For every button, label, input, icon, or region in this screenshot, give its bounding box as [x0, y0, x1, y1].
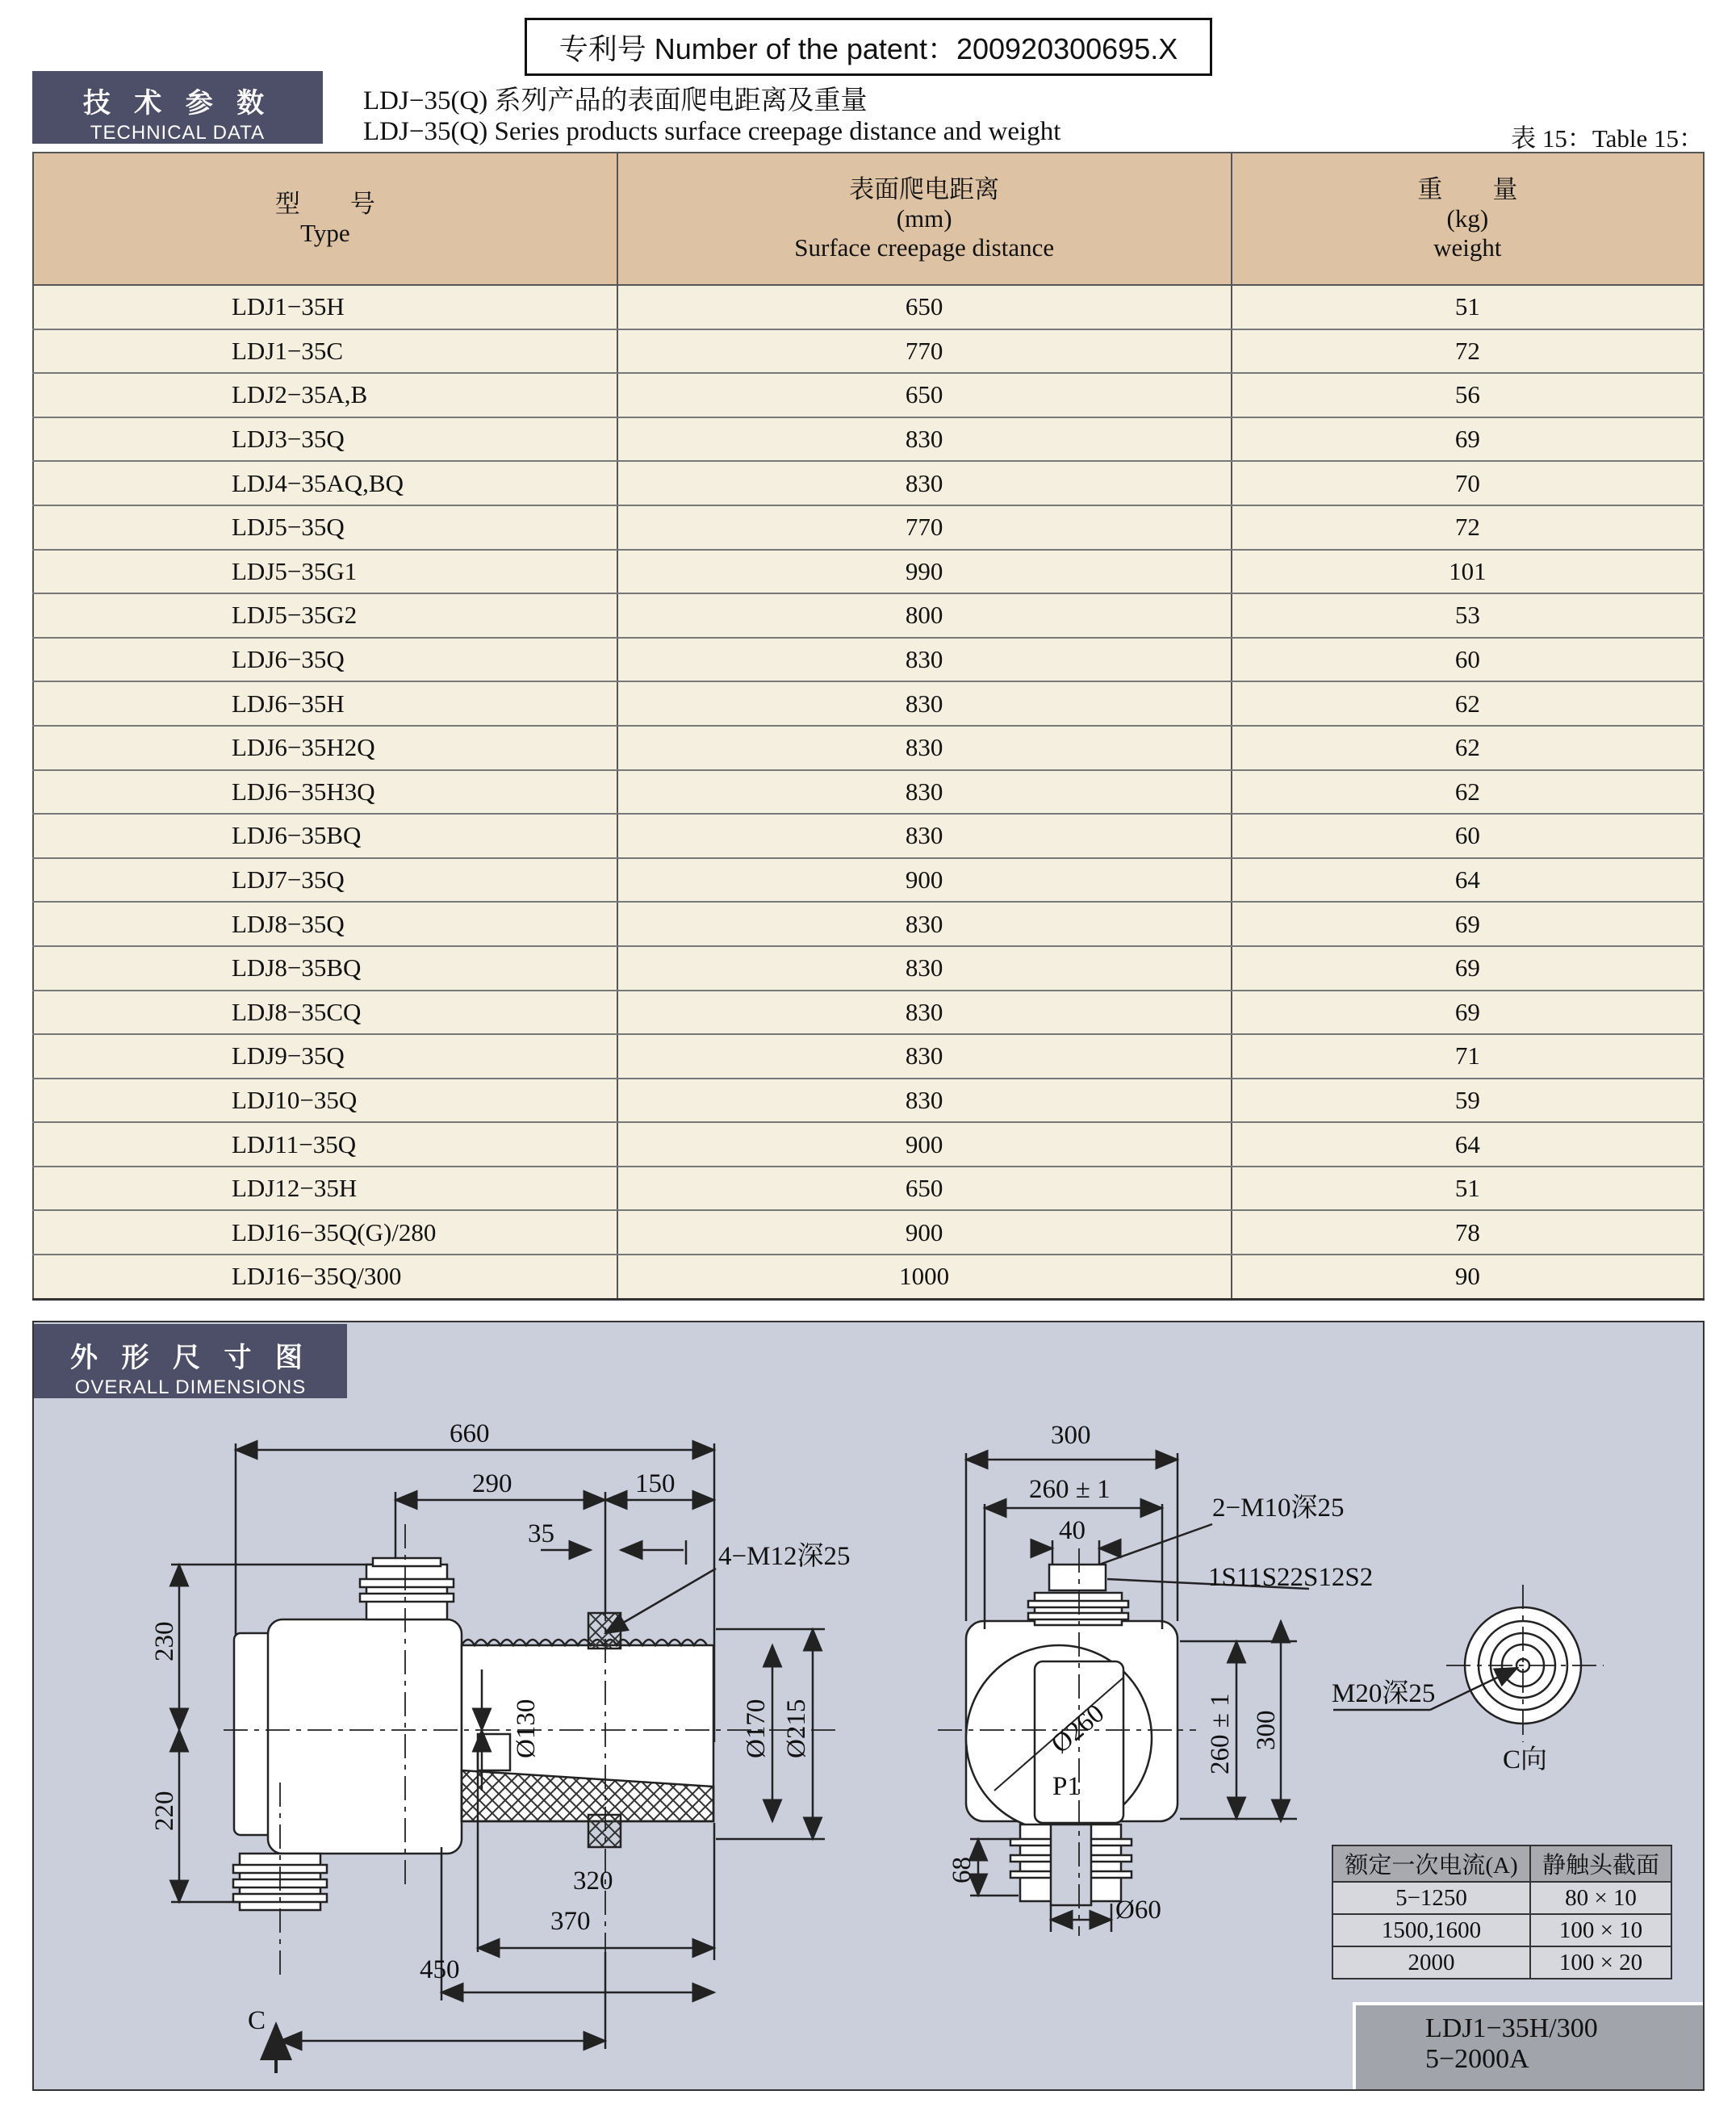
table-row — [33, 946, 1704, 991]
spec-current: 5−1250 — [1332, 1882, 1530, 1914]
cell-weight: 69 — [1232, 991, 1704, 1035]
spec-section: 100 × 10 — [1530, 1914, 1671, 1946]
overall-dimensions-label — [34, 1324, 347, 1398]
header-weight-cn: 重 量 — [1417, 175, 1518, 203]
cell-creepage: 770 — [617, 505, 1232, 550]
cell-type: LDJ1−35H — [33, 285, 617, 329]
header-creepage — [617, 153, 1232, 285]
side-view — [171, 1443, 841, 2073]
cell-type: LDJ6−35H — [33, 681, 617, 726]
table-row — [33, 550, 1704, 594]
dim-68: 68 — [947, 1857, 977, 1883]
spec-header-current: 额定一次电流(A) — [1332, 1845, 1530, 1882]
table-row — [33, 858, 1704, 903]
table-row — [33, 329, 1704, 374]
table-row — [33, 638, 1704, 682]
dim-dia215: Ø215 — [782, 1699, 811, 1758]
note-2-m10: 2−M10深25 — [1212, 1494, 1345, 1523]
note-terminals: 1S11S22S12S2 — [1208, 1563, 1374, 1592]
header-creepage-en: Surface creepage distance — [794, 233, 1055, 262]
cell-creepage: 900 — [617, 1122, 1232, 1167]
cell-type: LDJ1−35C — [33, 329, 617, 374]
table-row — [33, 726, 1704, 770]
cell-weight: 62 — [1232, 726, 1704, 770]
cell-weight: 69 — [1232, 417, 1704, 462]
cell-type: LDJ11−35Q — [33, 1122, 617, 1167]
dim-260-width: 260 ± 1 — [1029, 1475, 1111, 1504]
header-type-en: Type — [300, 219, 350, 247]
technical-data-label-en: TECHNICAL DATA — [90, 122, 266, 144]
spec-section: 80 × 10 — [1530, 1882, 1671, 1914]
dim-150: 150 — [635, 1469, 676, 1498]
cell-type: LDJ16−35Q/300 — [33, 1255, 617, 1299]
cell-weight: 78 — [1232, 1210, 1704, 1255]
table-subtitle-en: LDJ−35(Q) Series products surface creepage distance and weight — [363, 117, 1061, 146]
cell-weight: 71 — [1232, 1034, 1704, 1079]
rated-current-table — [1332, 1845, 1672, 1979]
cell-creepage: 830 — [617, 417, 1232, 462]
cell-weight: 59 — [1232, 1079, 1704, 1123]
table-reference: 表 15：Table 15： — [1511, 124, 1704, 153]
cell-creepage: 990 — [617, 550, 1232, 594]
header-type-cn: 型 号 — [274, 190, 375, 218]
cell-type: LDJ9−35Q — [33, 1034, 617, 1079]
dim-dia170: Ø170 — [742, 1699, 771, 1758]
dim-320: 320 — [573, 1866, 613, 1896]
table-row — [33, 1034, 1704, 1079]
cell-creepage: 770 — [617, 329, 1232, 374]
cell-type: LDJ5−35G2 — [33, 593, 617, 638]
dim-660: 660 — [450, 1419, 490, 1448]
dim-260-height: 260 ± 1 — [1206, 1693, 1235, 1774]
cell-type: LDJ7−35Q — [33, 858, 617, 903]
cell-creepage: 830 — [617, 991, 1232, 1035]
table-subtitle-cn: LDJ−35(Q) 系列产品的表面爬电距离及重量 — [363, 86, 868, 115]
patent-number: 专利号 Number of the patent：200920300695.X — [525, 18, 1212, 76]
cell-type: LDJ2−35A,B — [33, 373, 617, 417]
spec-header-section: 静触头截面 — [1530, 1845, 1671, 1882]
cell-weight: 51 — [1232, 285, 1704, 329]
cell-weight: 90 — [1232, 1255, 1704, 1299]
cell-weight: 64 — [1232, 858, 1704, 903]
table-row — [33, 1255, 1704, 1299]
cell-type: LDJ6−35H3Q — [33, 770, 617, 815]
table-row — [33, 681, 1704, 726]
cell-weight: 72 — [1232, 329, 1704, 374]
cell-weight: 62 — [1232, 770, 1704, 815]
cell-creepage: 800 — [617, 593, 1232, 638]
cell-weight: 70 — [1232, 461, 1704, 505]
dim-dia60: Ø60 — [1115, 1896, 1161, 1925]
dim-230: 230 — [150, 1621, 179, 1661]
header-type — [33, 153, 617, 285]
cell-weight: 62 — [1232, 681, 1704, 726]
header-weight — [1232, 153, 1704, 285]
cell-weight: 72 — [1232, 505, 1704, 550]
table-row — [33, 461, 1704, 505]
cell-creepage: 830 — [617, 814, 1232, 858]
cell-type: LDJ8−35CQ — [33, 991, 617, 1035]
spec-row — [1332, 1946, 1671, 1979]
dim-450: 450 — [420, 1955, 460, 1984]
cell-weight: 60 — [1232, 638, 1704, 682]
cell-type: LDJ5−35Q — [33, 505, 617, 550]
dim-40: 40 — [1059, 1516, 1086, 1545]
table-row — [33, 1210, 1704, 1255]
cell-creepage: 830 — [617, 681, 1232, 726]
cell-weight: 69 — [1232, 902, 1704, 946]
technical-data-label — [32, 71, 323, 144]
cell-creepage: 830 — [617, 726, 1232, 770]
cell-weight: 53 — [1232, 593, 1704, 638]
table-header-row — [33, 153, 1704, 285]
cell-type: LDJ6−35H2Q — [33, 726, 617, 770]
cell-creepage: 830 — [617, 1034, 1232, 1079]
model-label — [1353, 2002, 1703, 2089]
table-row — [33, 902, 1704, 946]
cell-weight: 60 — [1232, 814, 1704, 858]
cell-weight: 69 — [1232, 946, 1704, 991]
table-row — [33, 1122, 1704, 1167]
table-row — [33, 991, 1704, 1035]
creepage-weight-table — [32, 152, 1705, 1301]
cell-creepage: 900 — [617, 1210, 1232, 1255]
cell-creepage: 650 — [617, 373, 1232, 417]
cell-type: LDJ12−35H — [33, 1167, 617, 1211]
cell-type: LDJ10−35Q — [33, 1079, 617, 1123]
table-row — [33, 814, 1704, 858]
table-row — [33, 1167, 1704, 1211]
dim-300-height: 300 — [1252, 1710, 1281, 1750]
cell-type: LDJ4−35AQ,BQ — [33, 461, 617, 505]
spec-header-row — [1332, 1845, 1671, 1882]
cell-type: LDJ5−35G1 — [33, 550, 617, 594]
header-weight-en: weight — [1433, 233, 1502, 262]
cell-type: LDJ3−35Q — [33, 417, 617, 462]
table-row — [33, 417, 1704, 462]
spec-row — [1332, 1882, 1671, 1914]
cell-creepage: 830 — [617, 461, 1232, 505]
cell-weight: 51 — [1232, 1167, 1704, 1211]
cell-creepage: 830 — [617, 946, 1232, 991]
spec-row — [1332, 1914, 1671, 1946]
terminal-p1: P1 — [1052, 1772, 1081, 1801]
cell-type: LDJ6−35Q — [33, 638, 617, 682]
note-m20: M20深25 — [1332, 1679, 1436, 1708]
dim-dia260: Ø260 — [1046, 1699, 1111, 1760]
cell-creepage: 830 — [617, 638, 1232, 682]
cell-weight: 101 — [1232, 550, 1704, 594]
cell-type: LDJ6−35BQ — [33, 814, 617, 858]
cell-creepage: 650 — [617, 285, 1232, 329]
table-row — [33, 593, 1704, 638]
c-view — [1333, 1585, 1604, 1742]
cell-type: LDJ8−35BQ — [33, 946, 617, 991]
c-direction-marker: C — [248, 2006, 266, 2035]
cell-type: LDJ8−35Q — [33, 902, 617, 946]
table-row — [33, 770, 1704, 815]
model-current: 5−2000A — [1425, 2044, 1529, 2074]
table-row — [33, 373, 1704, 417]
spec-current: 2000 — [1332, 1946, 1530, 1979]
dim-35: 35 — [528, 1519, 554, 1548]
header-creepage-unit: (mm) — [896, 204, 952, 233]
cell-weight: 56 — [1232, 373, 1704, 417]
cell-creepage: 830 — [617, 902, 1232, 946]
model-name: LDJ1−35H/300 — [1425, 2013, 1598, 2043]
cell-creepage: 830 — [617, 770, 1232, 815]
overall-dimensions-label-cn: 外 形 尺 寸 图 — [70, 1343, 311, 1373]
dim-dia130: Ø130 — [512, 1699, 541, 1758]
spec-current: 1500,1600 — [1332, 1914, 1530, 1946]
cell-weight: 64 — [1232, 1122, 1704, 1167]
table-row — [33, 285, 1704, 329]
note-4-m12: 4−M12深25 — [718, 1542, 851, 1571]
header-weight-unit: (kg) — [1446, 204, 1489, 233]
cell-creepage: 1000 — [617, 1255, 1232, 1299]
header-creepage-cn: 表面爬电距离 — [849, 175, 1000, 203]
spec-section: 100 × 20 — [1530, 1946, 1671, 1979]
table-row — [33, 1079, 1704, 1123]
dim-290: 290 — [472, 1469, 512, 1498]
dim-370: 370 — [550, 1907, 591, 1936]
front-view — [938, 1453, 1309, 1936]
cell-creepage: 900 — [617, 858, 1232, 903]
cell-type: LDJ16−35Q(G)/280 — [33, 1210, 617, 1255]
dim-220: 220 — [150, 1791, 179, 1831]
c-view-label: C向 — [1503, 1745, 1548, 1774]
dim-300-width: 300 — [1051, 1421, 1091, 1450]
cell-creepage: 830 — [617, 1079, 1232, 1123]
table-row — [33, 505, 1704, 550]
overall-dimensions-label-en: OVERALL DIMENSIONS — [74, 1376, 307, 1398]
technical-data-label-cn: 技 术 参 数 — [82, 88, 273, 119]
cell-creepage: 650 — [617, 1167, 1232, 1211]
